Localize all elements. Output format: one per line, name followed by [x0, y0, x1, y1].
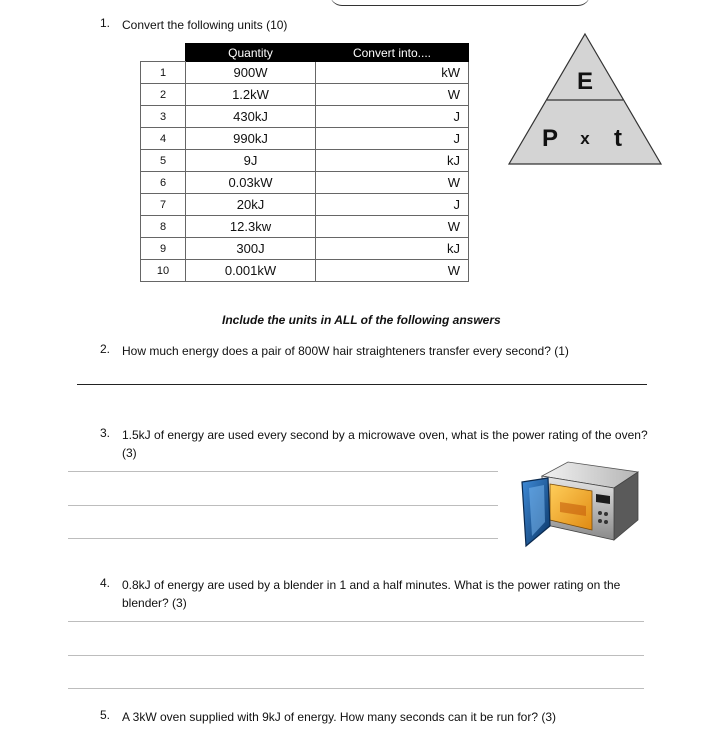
table-row — [141, 260, 469, 282]
table-row — [141, 172, 469, 194]
row-number: 8 — [141, 216, 186, 238]
quantity-cell[interactable]: 20kJ — [186, 194, 316, 216]
convert-into-cell[interactable]: J — [316, 106, 469, 128]
row-number: 4 — [141, 128, 186, 150]
quantity-cell[interactable]: 430kJ — [186, 106, 316, 128]
row-number: 1 — [141, 62, 186, 84]
quantity-cell[interactable]: 9J — [186, 150, 316, 172]
question-1-number: 1. — [100, 16, 111, 30]
row-number: 7 — [141, 194, 186, 216]
quantity-cell[interactable]: 0.03kW — [186, 172, 316, 194]
row-number: 2 — [141, 84, 186, 106]
question-4-text: 0.8kJ of energy are used by a blender in 1 and a half minutes. What is the power rating on the blender? (3) — [122, 578, 621, 610]
table-row — [141, 84, 469, 106]
table-row — [141, 128, 469, 150]
table-row — [141, 62, 469, 84]
answer-line-q2[interactable] — [77, 384, 647, 385]
quantity-cell[interactable]: 900W — [186, 62, 316, 84]
quantity-cell[interactable]: 12.3kw — [186, 216, 316, 238]
energy-power-time-triangle — [507, 32, 663, 166]
triangle-multiply-label: x — [580, 129, 590, 148]
table-header-number — [141, 44, 186, 62]
question-3-number: 3. — [100, 426, 111, 440]
row-number: 6 — [141, 172, 186, 194]
row-number: 10 — [141, 260, 186, 282]
convert-into-cell[interactable]: J — [316, 194, 469, 216]
question-2-number: 2. — [100, 342, 111, 356]
units-instruction: Include the units in ALL of the following answers — [222, 313, 501, 327]
question-4-number: 4. — [100, 576, 111, 590]
answer-line-q3-1[interactable] — [68, 471, 498, 472]
triangle-power-label: P — [541, 125, 559, 152]
convert-into-cell[interactable]: kJ — [316, 150, 469, 172]
unit-conversion-table — [140, 43, 469, 282]
table-header-convert: Convert into.... — [316, 44, 469, 62]
convert-into-cell[interactable]: W — [316, 172, 469, 194]
convert-into-cell[interactable]: W — [316, 84, 469, 106]
convert-into-cell[interactable]: kW — [316, 62, 469, 84]
question-5-number: 5. — [100, 708, 111, 722]
quantity-cell[interactable]: 300J — [186, 238, 316, 260]
question-3-text: 1.5kJ of energy are used every second by a microwave oven, what is the power rating of the oven?(3) — [122, 428, 648, 460]
convert-into-cell[interactable]: J — [316, 128, 469, 150]
table-row — [141, 194, 469, 216]
table-header-row — [141, 44, 469, 62]
answer-line-q3-3[interactable] — [68, 538, 498, 539]
convert-into-cell[interactable]: W — [316, 260, 469, 282]
quantity-cell[interactable]: 0.001kW — [186, 260, 316, 282]
microwave-oven-icon — [520, 458, 642, 554]
answer-line-q4-2[interactable] — [68, 655, 644, 656]
quantity-cell[interactable]: 990kJ — [186, 128, 316, 150]
answer-line-q3-2[interactable] — [68, 505, 498, 506]
table-row — [141, 238, 469, 260]
table-row — [141, 216, 469, 238]
row-number: 9 — [141, 238, 186, 260]
triangle-time-label: t — [614, 125, 622, 152]
question-1-text: Convert the following units (10) — [122, 18, 288, 32]
table-header-quantity: Quantity — [186, 44, 316, 62]
triangle-energy-label: E — [576, 68, 594, 95]
question-5-text: A 3kW oven supplied with 9kJ of energy. How many seconds can it be run for? (3) — [122, 710, 556, 724]
convert-into-cell[interactable]: kJ — [316, 238, 469, 260]
answer-line-q4-1[interactable] — [68, 621, 644, 622]
question-2-text: How much energy does a pair of 800W hair straighteners transfer every second? (1) — [122, 344, 569, 358]
answer-line-q4-3[interactable] — [68, 688, 644, 689]
row-number: 5 — [141, 150, 186, 172]
table-row — [141, 150, 469, 172]
table-row — [141, 106, 469, 128]
row-number: 3 — [141, 106, 186, 128]
convert-into-cell[interactable]: W — [316, 216, 469, 238]
quantity-cell[interactable]: 1.2kW — [186, 84, 316, 106]
header-decoration — [330, 0, 590, 6]
